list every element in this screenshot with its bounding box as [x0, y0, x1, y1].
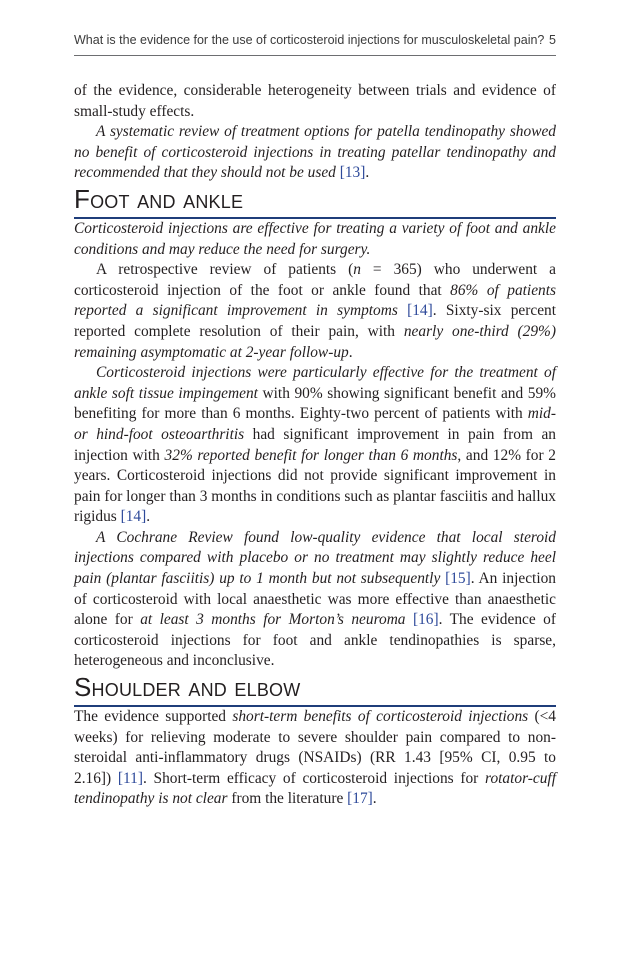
- italic-run: 86% of patients reported a significant improvement in symptoms: [74, 281, 556, 320]
- text-run: from the literature: [227, 790, 348, 808]
- reference-link-15[interactable]: [15]: [445, 570, 471, 588]
- italic-run: mid- or hind-foot osteoarthritis: [74, 405, 556, 443]
- text-run: with 90% showing significant benefit and 59% benefiting for more than 6 months. Eighty-two percent of patients with: [74, 384, 556, 423]
- intro-paragraph: [74, 81, 556, 122]
- italic-run: rotator-cuff tendinopathy is not clear: [74, 769, 556, 808]
- text-run: had significant improvement in pain from an injection with: [74, 425, 556, 464]
- italic-run: short-term benefits of corticosteroid injections: [232, 708, 529, 726]
- text-run: .: [348, 343, 353, 361]
- patella-italic-text: A systematic review of treatment options for patella tendinopathy showed no benefit of corticosteroid injections in treating patellar tendinopathy and recommended that they should not be used: [74, 123, 556, 182]
- italic-run: at least 3 months for Morton’s neuroma: [140, 611, 406, 629]
- foot-impingement-paragraph: [74, 363, 556, 528]
- body-text: [74, 81, 556, 810]
- text-run: .: [146, 508, 151, 526]
- text-run: = 365) who underwent a corticosteroid injection of the foot or ankle found that: [74, 261, 556, 299]
- foot-lead-paragraph: [74, 219, 556, 260]
- italic-run: nearly one-third (29%) remaining asymptomatic at 2-year follow-up: [74, 322, 557, 361]
- italic-run: A Cochrane Review found low-quality evidence that local steroid injections compared with placebo or no treatment may slightly reduce heel pain (plantar fasciitis) up to 1 month but not subsequently: [74, 528, 556, 588]
- intro-text: of the evidence, considerable heterogeneity between trials and evidence of small-study effects.: [74, 82, 556, 120]
- italic-run: 32% reported benefit for longer than 6 months: [164, 446, 458, 464]
- space: [406, 611, 413, 628]
- foot-cochrane-paragraph: [74, 528, 556, 672]
- patella-paragraph: [74, 122, 556, 184]
- reference-link-13[interactable]: [13]: [339, 164, 366, 182]
- text-run: , and 12% for 2 years. Corticosteroid injections did not provide significant improvement in pain for longer than 3 months in conditions such as plantar fasciitis and hallux rigidus: [74, 446, 556, 526]
- italic-run: Corticosteroid injections were particularly effective for the treatment of ankle soft tissue impingement: [74, 364, 556, 402]
- text-run: A retrospective review of patients (: [96, 261, 354, 279]
- running-head-title: What is the evidence for the use of corticosteroid injections for musculoskeletal pain?: [74, 33, 545, 47]
- section-heading-foot-ankle: Foot and ankle: [74, 184, 556, 219]
- reference-link-17[interactable]: [17]: [347, 790, 373, 808]
- section-heading-shoulder-elbow: Shoulder and elbow: [74, 672, 556, 707]
- text-run: (<4 weeks) for relieving moderate to severe shoulder pain compared to non-steroidal anti-inflammatory drugs (NSAIDs) (RR 1.43 [95% CI, 0.95 to 2.16]): [74, 708, 556, 787]
- text-run: .: [372, 790, 377, 808]
- reference-link-11[interactable]: [11]: [117, 769, 143, 787]
- text-run: The evidence supported: [74, 708, 233, 726]
- text-run: . Short-term efficacy of corticosteroid injections for: [142, 769, 486, 787]
- text-run: . The evidence of corticosteroid injections for foot and ankle tendinopathies is sparse, heterogeneous and inconclusive.: [74, 611, 556, 670]
- reference-link-14[interactable]: [14]: [407, 302, 433, 320]
- header-rule: [74, 55, 556, 56]
- patella-period: .: [365, 164, 370, 182]
- text-run: . Sixty-six percent reported complete resolution of their pain, with: [74, 302, 556, 340]
- shoulder-paragraph: [74, 707, 556, 810]
- italic-n: n: [353, 261, 361, 279]
- space: [398, 302, 407, 319]
- reference-link-14[interactable]: [14]: [120, 508, 147, 526]
- text-run: . An injection of corticosteroid with local anaesthetic was more effective than anaesthetic alone for: [74, 570, 556, 629]
- foot-retrospective-paragraph: [74, 260, 556, 363]
- reference-link-16[interactable]: [16]: [412, 611, 439, 629]
- foot-lead-italic: Corticosteroid injections are effective for treating a variety of foot and ankle conditions and may reduce the need for surgery.: [74, 219, 556, 258]
- page-number: 5: [549, 33, 556, 47]
